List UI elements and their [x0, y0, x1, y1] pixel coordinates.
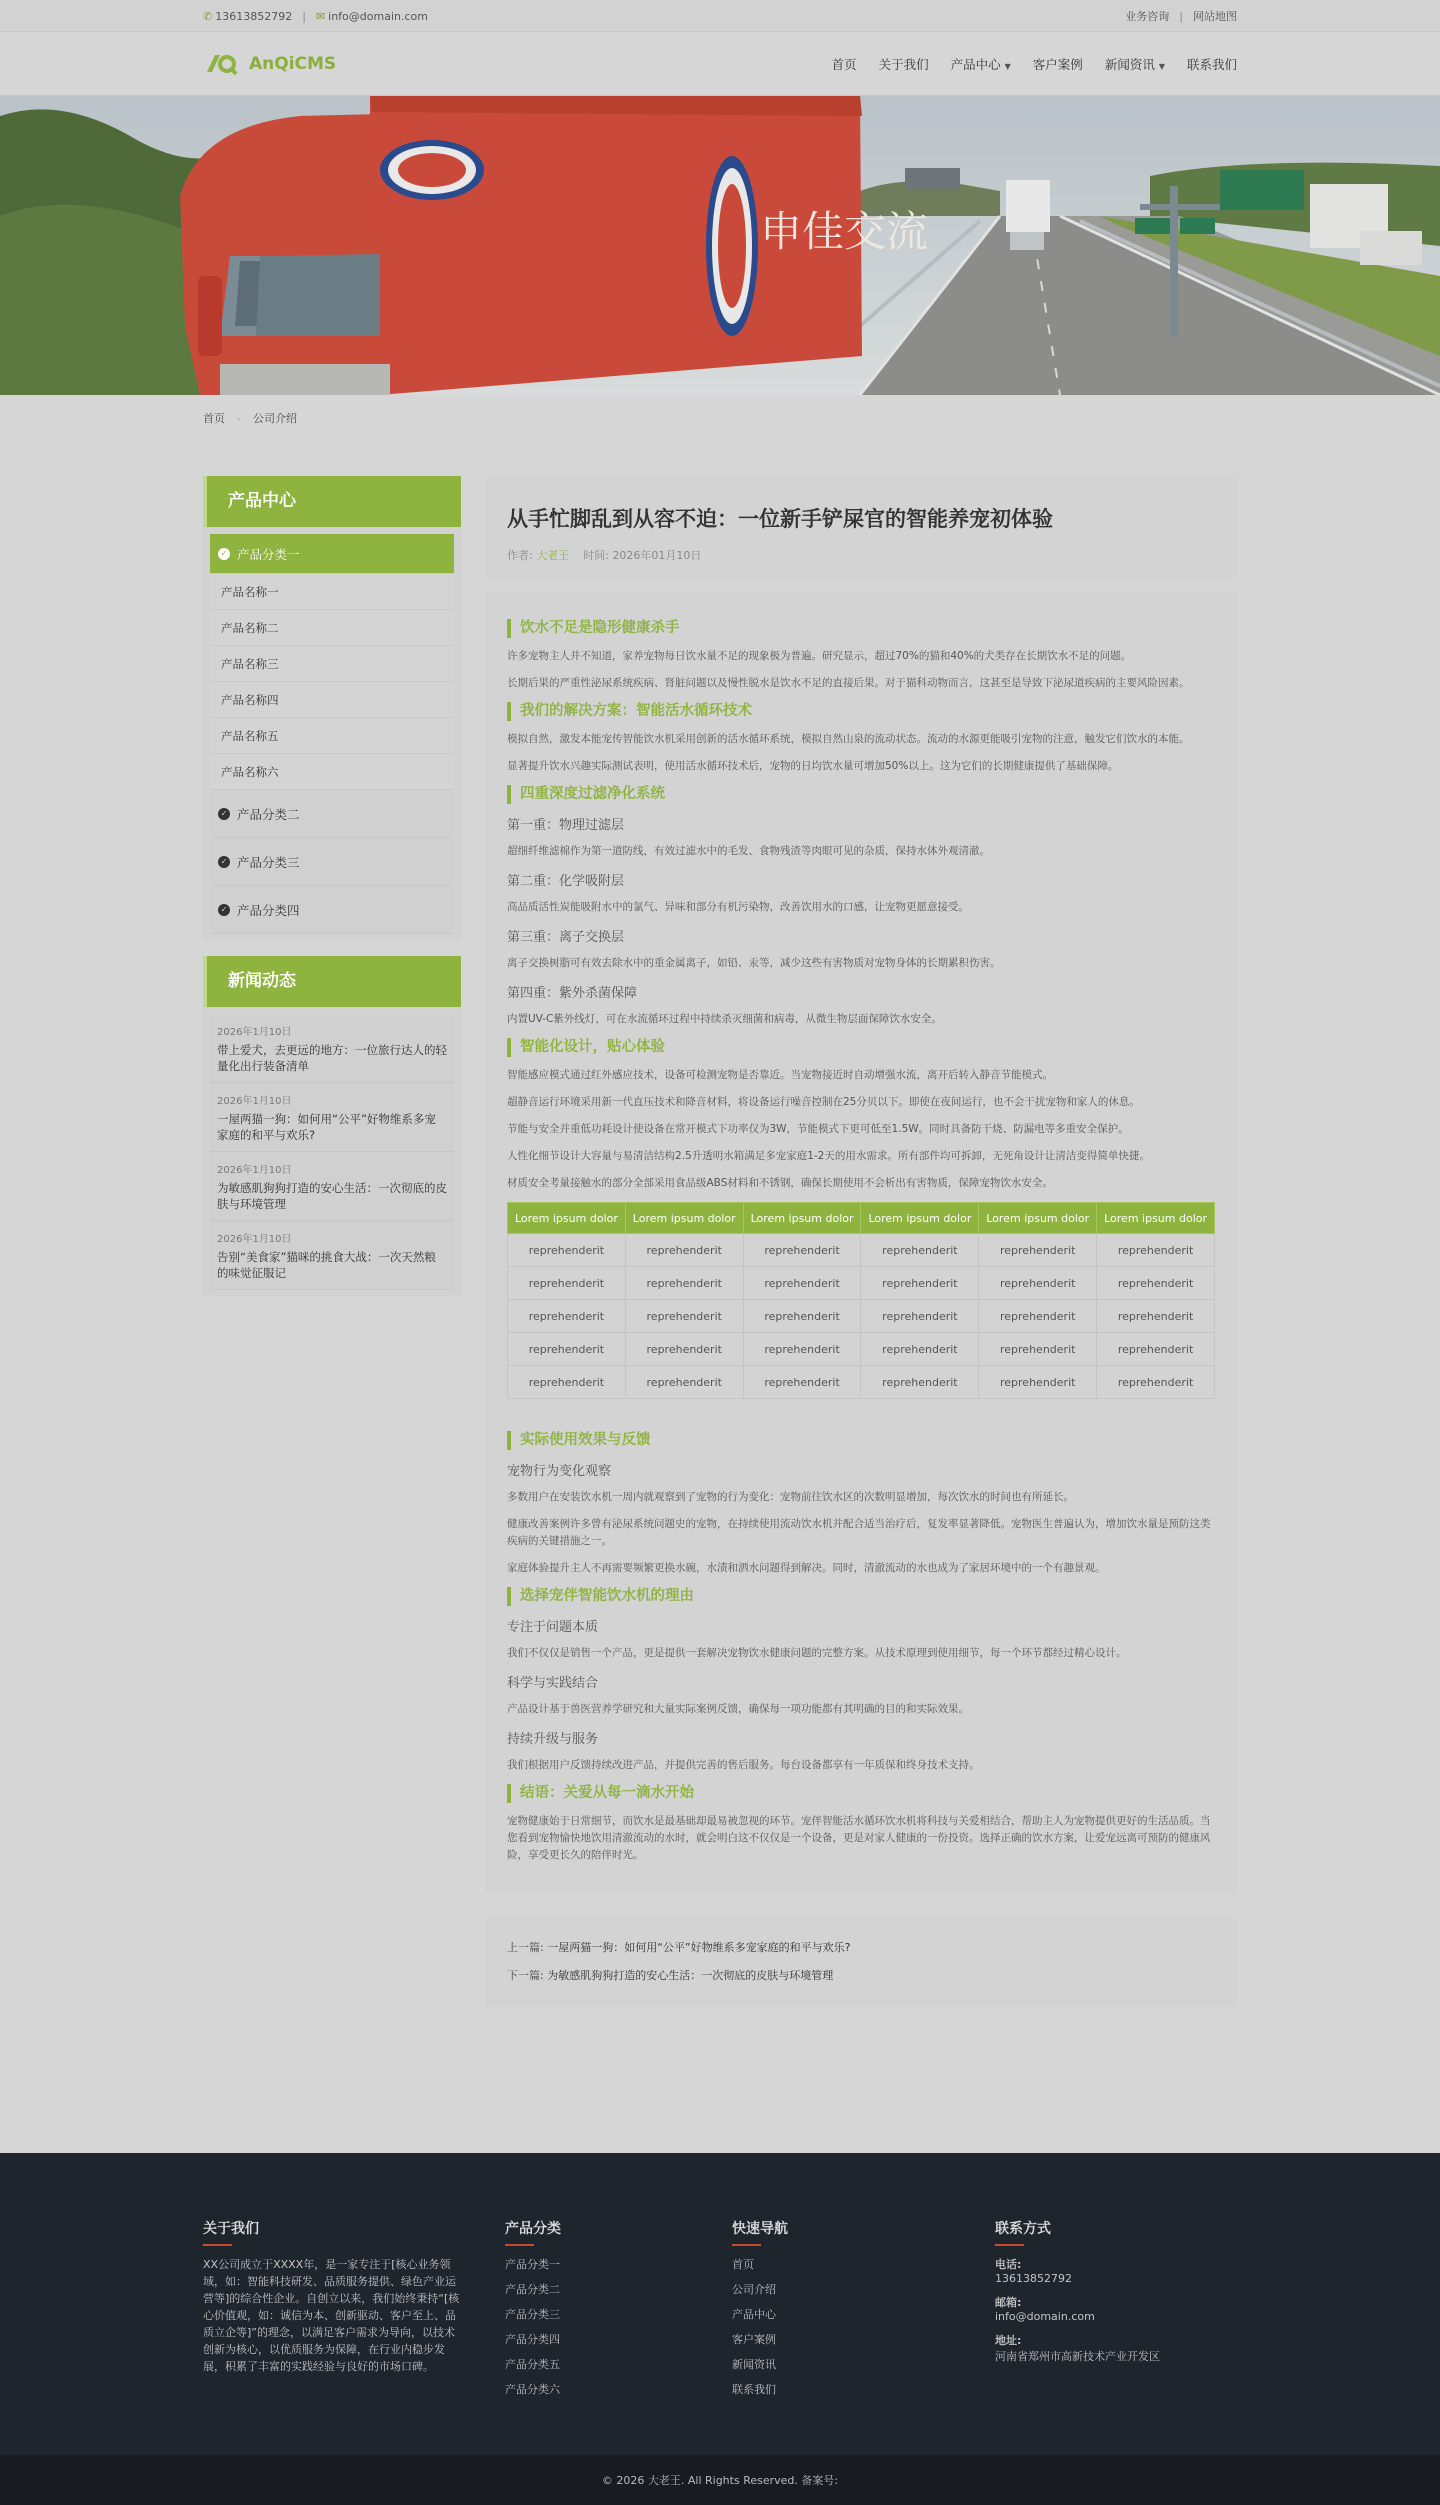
table-header-cell: Lorem ipsum dolor — [1097, 1203, 1215, 1234]
table-cell: reprehenderit — [743, 1267, 861, 1300]
top-bar: ✆ 13613852792 | ✉ info@domain.com 业务咨询 | 网站地图 — [0, 0, 1440, 32]
paragraph: 长期后果的严重性泌尿系统疾病、肾脏问题以及慢性脱水是饮水不足的直接后果。对于猫科动物而言，这甚至是导致下泌尿道疾病的主要风险因素。 — [507, 677, 1190, 689]
main-nav — [832, 55, 1237, 73]
paragraph: 内置UV-C紫外线灯，可在水流循环过程中持续杀灭细菌和病毒，从微生物层面保障饮水安全。 — [507, 1013, 942, 1025]
paragraph: 节能与安全并重低功耗设计使设备在常开模式下功率仅为3W，节能模式下更可低至1.5W。同时具备防干烧、防漏电等多重安全保护。 — [507, 1123, 1129, 1135]
article-meta: 作者: 大老王 时间: 2026年01月10日 — [507, 549, 702, 562]
sidebar-product-5[interactable]: 产品名称五 — [210, 718, 454, 754]
sidebar-category-3[interactable]: ✓ 产品分类三 — [210, 838, 454, 886]
sidebar-category-2[interactable]: ✓ 产品分类二 — [210, 790, 454, 838]
footer-nav-link[interactable]: 公司介绍 — [732, 2283, 776, 2296]
sidebar-category-4[interactable]: ✓ 产品分类四 — [210, 886, 454, 934]
breadcrumb: 首页 - 公司介绍 — [203, 411, 297, 425]
footer-category-link[interactable]: 产品分类一 — [505, 2258, 560, 2271]
news-title[interactable]: 带上爱犬，去更远的地方：一位旅行达人的轻量化出行装备清单 — [217, 1043, 447, 1073]
next-article-link[interactable]: 为敏感肌狗狗打造的安心生活：一次彻底的皮肤与环境管理 — [547, 1969, 834, 1982]
breadcrumb-current[interactable]: 公司介绍 — [252, 412, 297, 425]
table-header-cell: Lorem ipsum dolor — [508, 1203, 626, 1234]
news-title[interactable]: 为敏感肌狗狗打造的安心生活：一次彻底的皮肤与环境管理 — [217, 1181, 447, 1211]
footer-nav-link[interactable]: 产品中心 — [732, 2308, 776, 2321]
site-header — [0, 32, 1440, 96]
news-item[interactable] — [210, 1221, 454, 1290]
footer-divider — [995, 2244, 1024, 2246]
footer-address: 河南省郑州市高新技术产业开发区 — [995, 2350, 1160, 2363]
check-circle-icon: ✓ — [218, 856, 230, 868]
sidebar-category-1[interactable]: ✓ 产品分类一 — [210, 534, 454, 574]
table-cell: reprehenderit — [625, 1267, 743, 1300]
main-content — [0, 441, 1440, 2007]
article-body — [485, 592, 1237, 1894]
table-row — [508, 1267, 1215, 1300]
news-list — [203, 1007, 461, 1296]
news-title[interactable]: 告别“美食家”猫咪的挑食大战：一次天然粮的味觉征服记 — [217, 1250, 436, 1280]
table-header-cell: Lorem ipsum dolor — [625, 1203, 743, 1234]
footer-categories — [505, 2218, 732, 2406]
section-heading: 结语：关爱从每一滴水开始 — [507, 1784, 1215, 1803]
section-heading: 四重深度过滤净化系统 — [507, 785, 1215, 804]
news-date: 2026年1月10日 — [217, 1027, 292, 1038]
paragraph: 超静音运行环境采用新一代直压技术和降音材料，将设备运行噪音控制在25分贝以下。即使在夜间运行，也不会干扰宠物和家人的休息。 — [507, 1096, 1140, 1108]
table-cell: reprehenderit — [979, 1267, 1097, 1300]
sub-heading: 第四重：紫外杀菌保障 — [507, 986, 638, 1001]
footer-about-text: XX公司成立于XXXX年，是一家专注于[核心业务领域，如：智能科技研发、品质服务提供、绿色产业运营等]的综合性企业。自创立以来，我们始终秉持“[核心价值观，如：诚信为本、创新驱动、客户至上、品质立企等]”的理念，以满足客户需求为导向，以技术创新为核心，以优质服务为保障，在行业内稳步发展，积累了丰富的实践经验与良好的市场口碑。 — [203, 2258, 460, 2373]
table-cell: reprehenderit — [508, 1267, 626, 1300]
paragraph: 家庭体验提升主人不再需要频繁更换水碗，水渍和洒水问题得到解决。同时，清澈流动的水也成为了家居环境中的一个有趣景观。 — [507, 1562, 1106, 1574]
business-consult-link[interactable]: 业务咨询 — [1125, 10, 1170, 23]
footer-nav-link[interactable]: 新闻资讯 — [732, 2358, 776, 2371]
paragraph: 人性化细节设计大容量与易清洁结构2.5升透明水箱满足多宠家庭1-2天的用水需求。所有部件均可拆卸，无死角设计让清洁变得简单快捷。 — [507, 1150, 1150, 1162]
footer-about — [203, 2218, 505, 2406]
breadcrumb-home[interactable]: 首页 — [203, 412, 225, 425]
sidebar — [203, 476, 461, 2007]
truck-highway-image — [0, 96, 1440, 395]
footer-divider — [732, 2244, 761, 2246]
news-item[interactable] — [210, 1152, 454, 1221]
paragraph: 健康改善案例许多曾有泌尿系统问题史的宠物，在持续使用流动饮水机并配合适当治疗后，复发率显著降低。宠物医生普遍认为，增加饮水量是预防这类疾病的关键措施之一。 — [507, 1518, 1211, 1547]
table-cell: reprehenderit — [743, 1234, 861, 1267]
table-cell: reprehenderit — [625, 1333, 743, 1366]
sitemap-link[interactable]: 网站地图 — [1193, 10, 1237, 23]
next-article: 下一篇: 为敏感肌狗狗打造的安心生活：一次彻底的皮肤与环境管理 — [507, 1969, 834, 1982]
email-contact[interactable]: ✉ info@domain.com — [315, 9, 428, 23]
site-logo[interactable] — [203, 50, 336, 78]
footer-contact-title: 联系方式 — [995, 2221, 1051, 2237]
paragraph: 离子交换树脂可有效去除水中的重金属离子，如铅、汞等，减少这些有害物质对宠物身体的长期累积伤害。 — [507, 957, 1001, 969]
news-sidebar — [203, 956, 461, 1296]
footer-nav-link[interactable]: 联系我们 — [732, 2383, 776, 2396]
mail-icon: ✉ — [315, 9, 326, 23]
table-cell: reprehenderit — [625, 1234, 743, 1267]
section-heading: 饮水不足是隐形健康杀手 — [507, 619, 1215, 638]
check-circle-icon: ✓ — [218, 548, 230, 560]
table-cell: reprehenderit — [508, 1234, 626, 1267]
copyright-bar — [0, 2455, 1440, 2505]
nav-products[interactable]: 产品中心 ▼ — [950, 57, 1011, 72]
prev-next-nav — [485, 1917, 1237, 2007]
table-cell: reprehenderit — [508, 1366, 626, 1399]
caret-down-icon: ▼ — [1158, 62, 1165, 71]
site-footer — [0, 2153, 1440, 2455]
news-item[interactable] — [210, 1014, 454, 1083]
footer-about-title: 关于我们 — [203, 2221, 259, 2237]
table-cell: reprehenderit — [861, 1267, 979, 1300]
prev-article-link[interactable]: 一屋两猫一狗：如何用“公平”好物维系多宠家庭的和平与欢乐? — [547, 1941, 851, 1954]
table-cell: reprehenderit — [979, 1366, 1097, 1399]
table-cell: reprehenderit — [508, 1333, 626, 1366]
check-circle-icon: ✓ — [218, 808, 230, 820]
article-title: 从手忙脚乱到从容不迫：一位新手铲屎官的智能养宠初体验 — [507, 507, 1053, 531]
footer-divider — [203, 2244, 232, 2246]
table-header-row — [508, 1203, 1215, 1234]
table-header-cell: Lorem ipsum dolor — [743, 1203, 861, 1234]
footer-quick-nav — [732, 2218, 995, 2406]
sidebar-product-1[interactable]: 产品名称一 — [210, 574, 454, 610]
nav-home[interactable]: 首页 — [831, 57, 857, 72]
paragraph: 宠物健康始于日常细节，而饮水是最基础却最易被忽视的环节。宠伴智能活水循环饮水机将科技与关爱相结合，帮助主人为宠物提供更好的生活品质。当您看到宠物愉快地饮用清澈流动的水时，就会明白这不仅仅是一个设备，更是对家人健康的一份投资。选择正确的饮水方案，让爱宠远离可预防的健康风险，享受更长久的陪伴时光。 — [507, 1815, 1211, 1861]
section-heading: 选择宠伴智能饮水机的理由 — [507, 1587, 1215, 1606]
paragraph: 显著提升饮水兴趣实际测试表明，使用活水循环技术后，宠物的日均饮水量可增加50%以上。这为它们的长期健康提供了基础保障。 — [507, 760, 1119, 772]
products-heading: 产品中心 — [203, 476, 461, 527]
paragraph: 多数用户在安装饮水机一周内就观察到了宠物的行为变化：宠物前往饮水区的次数明显增加，每次饮水的时间也有所延长。 — [507, 1491, 1074, 1503]
table-header-cell: Lorem ipsum dolor — [861, 1203, 979, 1234]
paragraph: 许多宠物主人并不知道，家养宠物每日饮水量不足的现象极为普遍。研究显示，超过70%的猫和40%的犬类存在长期饮水不足的问题。 — [507, 650, 1132, 662]
table-cell: reprehenderit — [979, 1333, 1097, 1366]
table-cell: reprehenderit — [979, 1234, 1097, 1267]
logo-icon — [203, 50, 243, 78]
nav-cases[interactable]: 客户案例 — [1032, 57, 1083, 72]
table-cell: reprehenderit — [743, 1333, 861, 1366]
spec-table — [507, 1202, 1215, 1399]
table-cell: reprehenderit — [508, 1300, 626, 1333]
hero-banner — [0, 96, 1440, 395]
table-cell: reprehenderit — [743, 1366, 861, 1399]
category-list — [203, 527, 461, 940]
news-date: 2026年1月10日 — [217, 1165, 292, 1176]
paragraph: 材质安全考量接触水的部分全部采用食品级ABS材料和不锈钢，确保长期使用不会析出有害物质，保障宠物饮水安全。 — [507, 1177, 1053, 1189]
phone-contact[interactable]: ✆ 13613852792 — [203, 9, 293, 23]
table-row — [508, 1366, 1215, 1399]
footer-nav-link[interactable]: 首页 — [732, 2258, 754, 2271]
footer-category-link[interactable]: 产品分类二 — [505, 2283, 560, 2296]
paragraph: 我们根据用户反馈持续改进产品，并提供完善的售后服务。每台设备都享有一年质保和终身技术支持。 — [507, 1759, 980, 1771]
paragraph: 模拟自然，激发本能宠传智能饮水机采用创新的活水循环系统，模拟自然山泉的流动状态。流动的水源更能吸引宠物的注意，触发它们饮水的本能。 — [507, 733, 1190, 745]
news-date: 2026年1月10日 — [217, 1096, 292, 1107]
sidebar-product-4[interactable]: 产品名称四 — [210, 682, 454, 718]
prev-article: 上一篇: 一屋两猫一狗：如何用“公平”好物维系多宠家庭的和平与欢乐? — [507, 1941, 851, 1954]
section-heading: 实际使用效果与反馈 — [507, 1431, 1215, 1450]
table-cell: reprehenderit — [625, 1366, 743, 1399]
logo-text: AnQiCMS — [249, 54, 337, 74]
nav-news[interactable]: 新闻资讯 ▼ — [1104, 57, 1165, 72]
sub-heading: 第二重：化学吸附层 — [507, 874, 625, 889]
paragraph: 我们不仅仅是销售一个产品，更是提供一套解决宠物饮水健康问题的完整方案。从技术原理到使用细节，每一个环节都经过精心设计。 — [507, 1647, 1127, 1659]
news-heading: 新闻动态 — [203, 956, 461, 1007]
footer-categories-title: 产品分类 — [505, 2221, 561, 2237]
table-cell: reprehenderit — [979, 1300, 1097, 1333]
sub-heading: 持续升级与服务 — [507, 1732, 599, 1747]
sub-heading: 科学与实践结合 — [507, 1676, 599, 1691]
table-cell: reprehenderit — [861, 1333, 979, 1366]
check-circle-icon: ✓ — [218, 904, 230, 916]
sub-heading: 第一重：物理过滤层 — [507, 818, 625, 833]
section-heading: 智能化设计，贴心体验 — [507, 1038, 1215, 1057]
sidebar-product-3[interactable]: 产品名称三 — [210, 646, 454, 682]
paragraph: 超细纤维滤棉作为第一道防线，有效过滤水中的毛发、食物残渣等肉眼可见的杂质，保持水体外观清澈。 — [507, 845, 990, 857]
table-cell: reprehenderit — [1097, 1333, 1215, 1366]
phone-icon: ✆ — [203, 9, 213, 23]
paragraph: 产品设计基于兽医营养学研究和大量实际案例反馈，确保每一项功能都有其明确的目的和实际效果。 — [507, 1703, 969, 1715]
article-header — [485, 476, 1237, 579]
sub-heading: 第三重：离子交换层 — [507, 930, 625, 945]
footer-divider — [505, 2244, 534, 2246]
table-cell: reprehenderit — [1097, 1300, 1215, 1333]
sub-heading: 专注于问题本质 — [507, 1620, 599, 1635]
article-column — [485, 476, 1237, 2007]
footer-contact: 联系方式 电话: 13613852792 邮箱: info@domain.com 地址: 河南省郑州市高新技术产业开发区 — [995, 2218, 1235, 2406]
news-title[interactable]: 一屋两猫一狗：如何用“公平”好物维系多宠家庭的和平与欢乐? — [217, 1112, 436, 1142]
copyright-text: © 2026 大老王. All Rights Reserved. 备案号: — [601, 2474, 839, 2487]
news-date: 2026年1月10日 — [217, 1234, 292, 1245]
footer-category-link[interactable]: 产品分类四 — [505, 2333, 560, 2346]
table-cell: reprehenderit — [861, 1234, 979, 1267]
trailer-text: 申佳交流 — [760, 207, 929, 256]
footer-category-link[interactable]: 产品分类三 — [505, 2308, 560, 2321]
sidebar-product-2[interactable]: 产品名称二 — [210, 610, 454, 646]
nav-about[interactable]: 关于我们 — [878, 57, 929, 72]
footer-phone[interactable]: 13613852792 — [995, 2272, 1072, 2285]
table-cell: reprehenderit — [1097, 1366, 1215, 1399]
footer-category-link[interactable]: 产品分类五 — [505, 2358, 560, 2371]
table-cell: reprehenderit — [625, 1300, 743, 1333]
sidebar-product-6[interactable]: 产品名称六 — [210, 754, 454, 790]
table-cell: reprehenderit — [743, 1300, 861, 1333]
table-cell: reprehenderit — [1097, 1267, 1215, 1300]
paragraph: 智能感应模式通过红外感应技术，设备可检测宠物是否靠近。当宠物接近时自动增强水流，离开后转入静音节能模式。 — [507, 1069, 1053, 1081]
table-cell: reprehenderit — [861, 1300, 979, 1333]
table-cell: reprehenderit — [861, 1366, 979, 1399]
table-row — [508, 1234, 1215, 1267]
footer-email[interactable]: info@domain.com — [995, 2310, 1095, 2323]
paragraph: 高品质活性炭能吸附水中的氯气、异味和部分有机污染物，改善饮用水的口感，让宠物更愿意接受。 — [507, 901, 969, 913]
section-heading: 我们的解决方案：智能活水循环技术 — [507, 702, 1215, 721]
sub-heading: 宠物行为变化观察 — [507, 1464, 612, 1479]
news-item[interactable] — [210, 1083, 454, 1152]
table-row — [508, 1300, 1215, 1333]
footer-category-link[interactable]: 产品分类六 — [505, 2383, 560, 2396]
footer-nav-title: 快速导航 — [732, 2221, 788, 2237]
footer-nav-link[interactable]: 客户案例 — [732, 2333, 776, 2346]
table-header-cell: Lorem ipsum dolor — [979, 1203, 1097, 1234]
table-row — [508, 1333, 1215, 1366]
table-cell: reprehenderit — [1097, 1234, 1215, 1267]
caret-down-icon: ▼ — [1004, 62, 1011, 71]
article-date: 2026年01月10日 — [612, 549, 702, 562]
article-author[interactable]: 大老王 — [536, 549, 570, 562]
nav-contact[interactable]: 联系我们 — [1186, 57, 1237, 72]
